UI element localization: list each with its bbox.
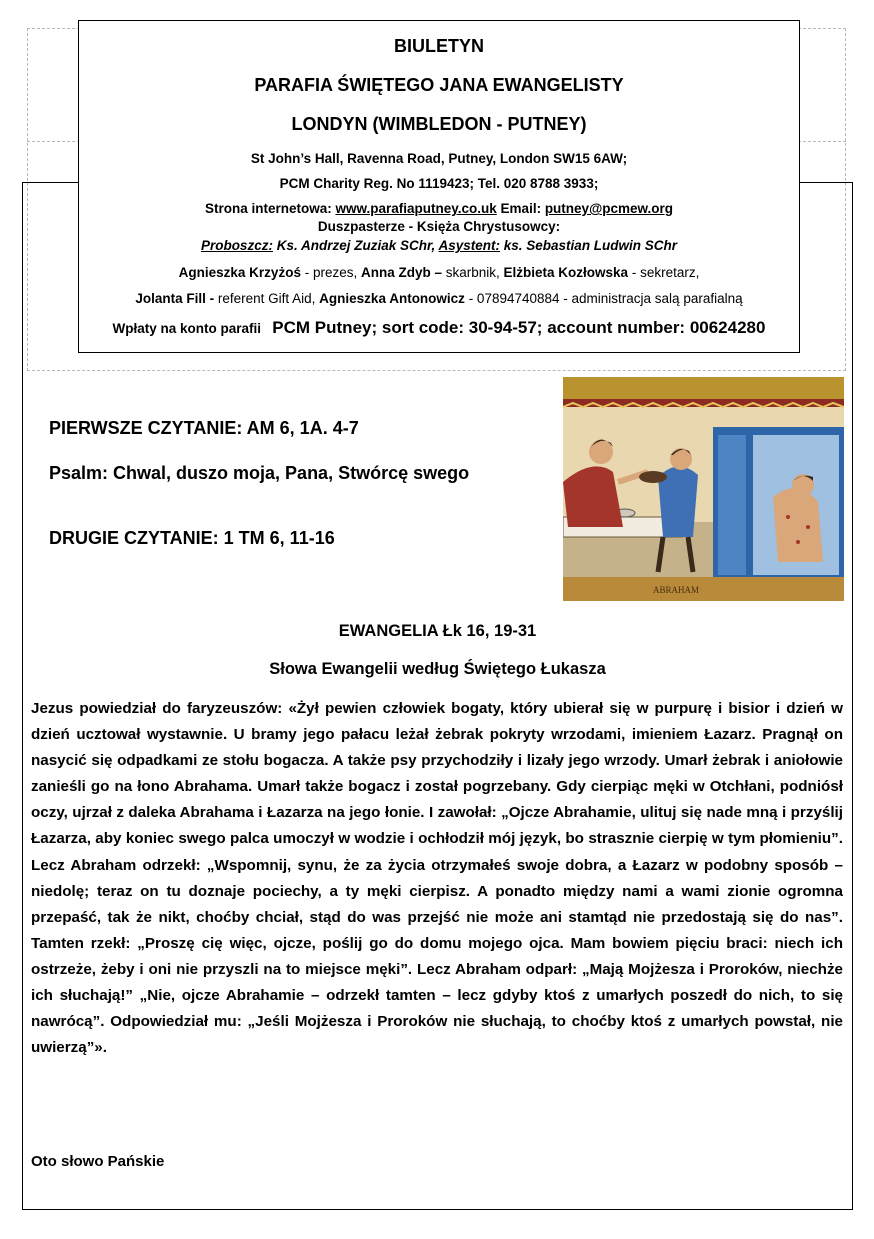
contact-line <box>79 201 799 216</box>
pastors-heading: Duszpasterze - Księża Chrystusowcy: <box>317 219 561 234</box>
council-member-name: Elżbieta Kozłowska <box>503 265 629 280</box>
council-member-name: Anna Zdyb – <box>360 265 442 280</box>
council-line-1 <box>79 265 799 280</box>
closing-words: Oto słowo Pańskie <box>31 1153 165 1170</box>
asystent-name: ks. Sebastian Ludwin SChr <box>500 238 678 253</box>
asystent-label: Asystent: <box>438 238 501 253</box>
first-reading: PIERWSZE CZYTANIE: AM 6, 1A. 4-7 <box>49 418 359 438</box>
payment-line <box>79 318 799 338</box>
charity-info: PCM Charity Reg. No 1119423; Tel. 020 8788 3933; <box>279 176 599 191</box>
gospel-subheading: Słowa Ewangelii według Świętego Łukasza <box>269 660 606 678</box>
proboszcz-name: Ks. Andrzej Zuziak SChr, <box>272 238 439 253</box>
council-member-name: Agnieszka Antonowicz <box>319 291 465 306</box>
council-member-role: referent Gift Aid, <box>214 291 320 306</box>
council-member-role: skarbnik, <box>442 265 504 280</box>
psalm: Psalm: Chwal, duszo moja, Pana, Stwórcę swego <box>49 463 470 483</box>
council-line-2 <box>79 291 799 306</box>
gospel-text: Jezus powiedział do faryzeuszów: «Żył pewien człowiek bogaty, który ubierał się w purpurę i bisior i dzień w dzień ucztował wystawnie. U bramy jego pałacu leżał żebrak pokryty wrzodami, imieniem Łazarz. Pragnął on nasycić się odpadkami ze stołu bogacza. A także psy przychodziły i lizały jego wrzody. Umarł żebrak i aniołowie zanieśli go na łono Abrahama. Umarł także bogacz i został pogrzebany. Gdy cierpiąc męki w Otchłani, podniósł oczy, ujrzał z daleka Abrahama i Łazarza na jego łonie. I zawołał: „Ojcze Abrahamie, ulituj się nade mną i przyślij Łazarza, aby koniec swego palca umoczył w wodzie i ochłodził mój język, bo strasznie cierpię w tym płomieniu”. Lecz Abraham odrzekł: „Wspomnij, synu, że za życia otrzymałeś swoje dobra, a Łazarz w podobny sposób – niedolę; teraz on tu doznaje pociechy, a ty męki cierpisz. A ponadto między nami a wami zionie ogromna przepaść, tak że nikt, choćby chciał, stąd do was przejść nie może ani stamtąd nie przedostają się do nas”. Tamten rzekł: „Proszę cię więc, ojcze, poślij go do domu mojego ojca. Mam bowiem pięciu braci: niech ich ostrzeże, żeby i oni nie przyszli na to miejsce męki”. Lecz Abraham odparł: „Mają Mojżesza i Proroków, niechże ich słuchają!” „Nie, ojcze Abrahamie – odrzekł tamten – lecz gdyby ktoś z umarłych poszedł do nich, to się nawrócą”. Odpowiedział mu: „Jeśli Mojżesza i Proroków nie słuchają, to choćby ktoś z umarłych powstał, nie uwierzą”». <box>31 700 843 1057</box>
bulletin-title: BIULETYN <box>394 36 484 56</box>
council-member-role: - 07894740884 - administracja salą parafialną <box>464 291 743 306</box>
clergy-line <box>79 238 799 253</box>
website-link[interactable]: www.parafiaputney.co.uk <box>335 201 497 216</box>
council-member-name: Agnieszka Krzyżoś <box>178 265 301 280</box>
council-member-role: - prezes, <box>300 265 361 280</box>
proboszcz-label: Proboszcz: <box>200 238 273 253</box>
gospel-heading: EWANGELIA Łk 16, 19-31 <box>338 622 537 640</box>
web-label: Strona internetowa: <box>204 201 336 216</box>
payment-label: Wpłaty na konto parafii <box>112 321 262 336</box>
council-member-name: Jolanta Fill - <box>135 291 215 306</box>
parish-name: PARAFIA ŚWIĘTEGO JANA EWANGELISTY <box>254 75 624 95</box>
bulletin-header <box>78 20 800 353</box>
parish-address: St John’s Hall, Ravenna Road, Putney, London SW15 6AW; <box>250 151 628 166</box>
illumination-caption: ABRAHAM <box>653 585 700 595</box>
payment-details: PCM Putney; sort code: 30-94-57; account number: 00624280 <box>272 318 766 337</box>
second-reading: DRUGIE CZYTANIE: 1 TM 6, 11-16 <box>49 528 335 548</box>
illumination-image <box>563 377 844 601</box>
email-label: Email: <box>496 201 545 216</box>
parish-location: LONDYN (WIMBLEDON - PUTNEY) <box>291 114 587 134</box>
council-member-role: - sekretarz, <box>628 265 700 280</box>
email-link[interactable]: putney@pcmew.org <box>544 201 673 216</box>
